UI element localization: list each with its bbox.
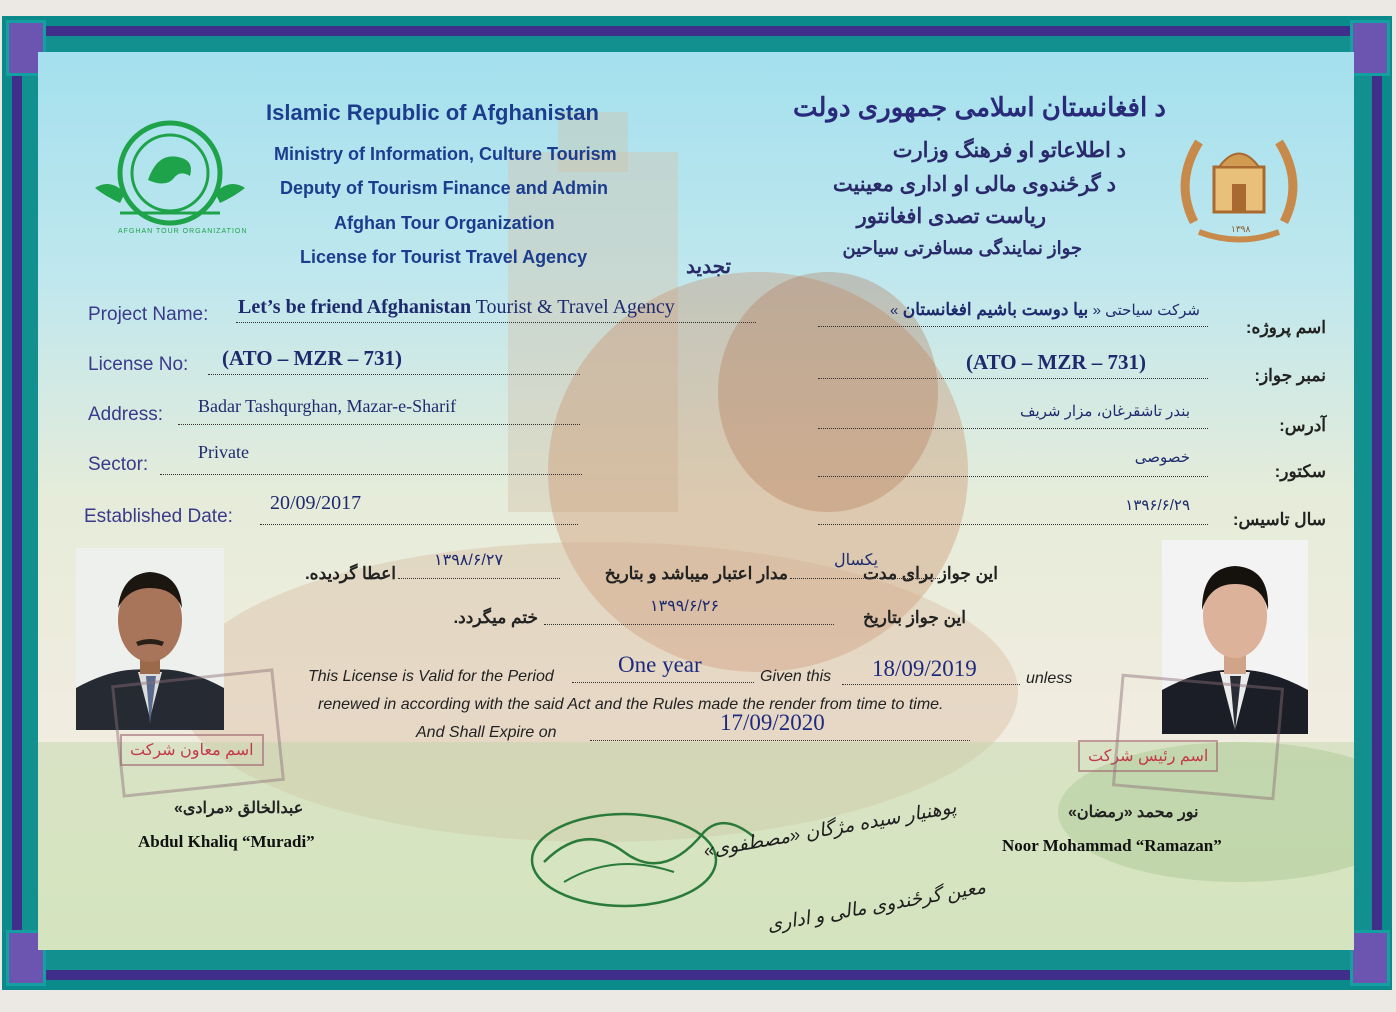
project-name-label-en: Project Name: (88, 304, 209, 325)
validity-en-period-line (572, 682, 754, 683)
corner-ornament-top-right (1350, 20, 1390, 76)
president-name-fa: نور محمد «رمضان» (1068, 804, 1199, 821)
official-title-line1: پوهنیار سیده مژگان «مصطفوی» (702, 796, 958, 863)
validity-en-given-this: Given this (760, 668, 832, 685)
project-name-line-en (236, 322, 756, 323)
address-label-en: Address: (88, 404, 163, 425)
validity-en-period: One year (618, 652, 702, 677)
license-no-line-fa (818, 378, 1208, 379)
address-label-fa: آدرس: (1279, 416, 1326, 435)
organization-name-en: Afghan Tour Organization (334, 213, 555, 233)
validity-fa-duration-line (790, 578, 940, 579)
established-value-fa: ۱۳۹۶/۶/۲۹ (1125, 497, 1190, 514)
license-type-fa: جواز نمایندگی مسافرتی سیاحین (842, 238, 1082, 258)
vice-president-stamp: اسم معاون شرکت (120, 734, 264, 766)
established-line-en (260, 524, 578, 525)
project-name-value-en (238, 296, 675, 319)
validity-fa-line1-b: مدار اعتبار میباشد و بتاریخ (604, 564, 788, 583)
renewal-label: تجدید (686, 256, 732, 278)
validity-fa-line2-b: ختم میگردد. (453, 608, 538, 627)
project-name-value-fa-bold: بیا دوست باشیم افغانستان (902, 300, 1089, 319)
validity-en-expire-date: 17/09/2020 (720, 710, 825, 735)
vice-president-name-en: Abdul Khaliq “Muradi” (138, 832, 315, 851)
validity-fa-duration: یکسال (834, 552, 879, 569)
project-name-value-en-rest: Tourist & Travel Agency (475, 296, 675, 318)
project-name-value-en-bold: Let’s be friend Afghanistan (238, 296, 472, 318)
deputy-name-en: Deputy of Tourism Finance and Admin (280, 178, 609, 198)
organization-name-fa: ریاست تصدی افغانتور (856, 205, 1046, 228)
emblem-year: ١٣٩٨ (1231, 224, 1251, 234)
validity-en-expire-on: And Shall Expire on (416, 724, 557, 741)
validity-en-expire-line (590, 740, 970, 741)
logo-caption: AFGHAN TOUR ORGANIZATION (118, 228, 248, 235)
validity-fa-line2-a: این جواز بتاریخ (862, 608, 966, 627)
sector-line-fa (818, 476, 1208, 477)
sector-value-fa: خصوصی (1134, 449, 1190, 466)
address-line-en (178, 424, 580, 425)
established-label-fa: سال تاسیس: (1232, 510, 1326, 529)
sector-label-fa: سکتور: (1274, 462, 1326, 481)
afghan-tour-organization-logo (90, 118, 250, 228)
left-seal-mark (98, 648, 298, 798)
project-name-value-fa (890, 300, 1200, 320)
president-name-en: Noor Mohammad “Ramazan” (1002, 836, 1222, 855)
president-stamp: اسم رئیس شرکت (1078, 740, 1218, 772)
validity-fa-line1-a: این جواز برای مدت (863, 564, 998, 583)
address-line-fa (818, 428, 1208, 429)
validity-en-given-date: 18/09/2019 (872, 656, 977, 681)
country-name-en: Islamic Republic of Afghanistan (266, 100, 599, 125)
project-name-label-fa: اسم پروژه: (1245, 318, 1326, 337)
validity-fa-given-line (398, 578, 560, 579)
deputy-name-fa: د گرځندوی مالی او اداری معینیت (832, 173, 1116, 196)
document-paper (38, 52, 1354, 950)
official-title-line2: معین گرځندوی مالی و اداری (765, 876, 988, 937)
validity-en-renewed: renewed in according with the said Act and the Rules made the render from time to time. (318, 696, 944, 713)
established-label-en: Established Date: (84, 506, 233, 527)
project-name-value-fa-prefix: شرکت سیاحتی « (1092, 302, 1200, 319)
validity-fa-given-date: ۱۳۹۸/۶/۲۷ (434, 552, 504, 569)
address-value-fa: بندر تاشقرغان، مزار شریف (1019, 403, 1190, 420)
license-no-value-fa: (ATO – MZR – 731) (966, 350, 1147, 374)
license-type-en: License for Tourist Travel Agency (300, 247, 588, 267)
project-name-value-fa-suffix: » (889, 302, 899, 319)
license-no-label-en: License No: (88, 354, 189, 375)
sector-line-en (160, 474, 582, 475)
license-no-label-fa: نمبر جواز: (1254, 366, 1326, 385)
validity-en-given-line (842, 684, 1020, 685)
validity-en-valid-for: This License is Valid for the Period (308, 668, 554, 685)
validity-fa-expiry-line (544, 624, 834, 625)
right-seal-mark (1098, 652, 1298, 802)
validity-en-unless: unless (1026, 670, 1073, 687)
project-name-line-fa (818, 326, 1208, 327)
license-no-line-en (208, 374, 580, 375)
address-value-en: Badar Tashqurghan, Mazar-e-Sharif (198, 396, 457, 416)
ministry-name-fa: د اطلاعاتو او فرهنگ وزارت (892, 139, 1126, 162)
established-line-fa (818, 524, 1208, 525)
ministry-name-en: Ministry of Information, Culture Tourism (274, 144, 617, 164)
validity-fa-expiry-date: ۱۳۹۹/۶/۲۶ (650, 598, 720, 615)
official-signature (524, 792, 824, 922)
vice-president-name-fa: عبدالخالق «مرادی» (174, 800, 304, 817)
sector-label-en: Sector: (88, 454, 149, 475)
validity-fa-line1-c: اعطا گردیده. (304, 564, 396, 583)
license-no-value-en: (ATO – MZR – 731) (222, 346, 403, 370)
established-value-en: 20/09/2017 (270, 492, 362, 514)
country-name-fa: د افغانستان اسلامی جمهوری دولت (792, 92, 1166, 122)
corner-ornament-bottom-right (1350, 930, 1390, 986)
sector-value-en: Private (198, 442, 249, 462)
